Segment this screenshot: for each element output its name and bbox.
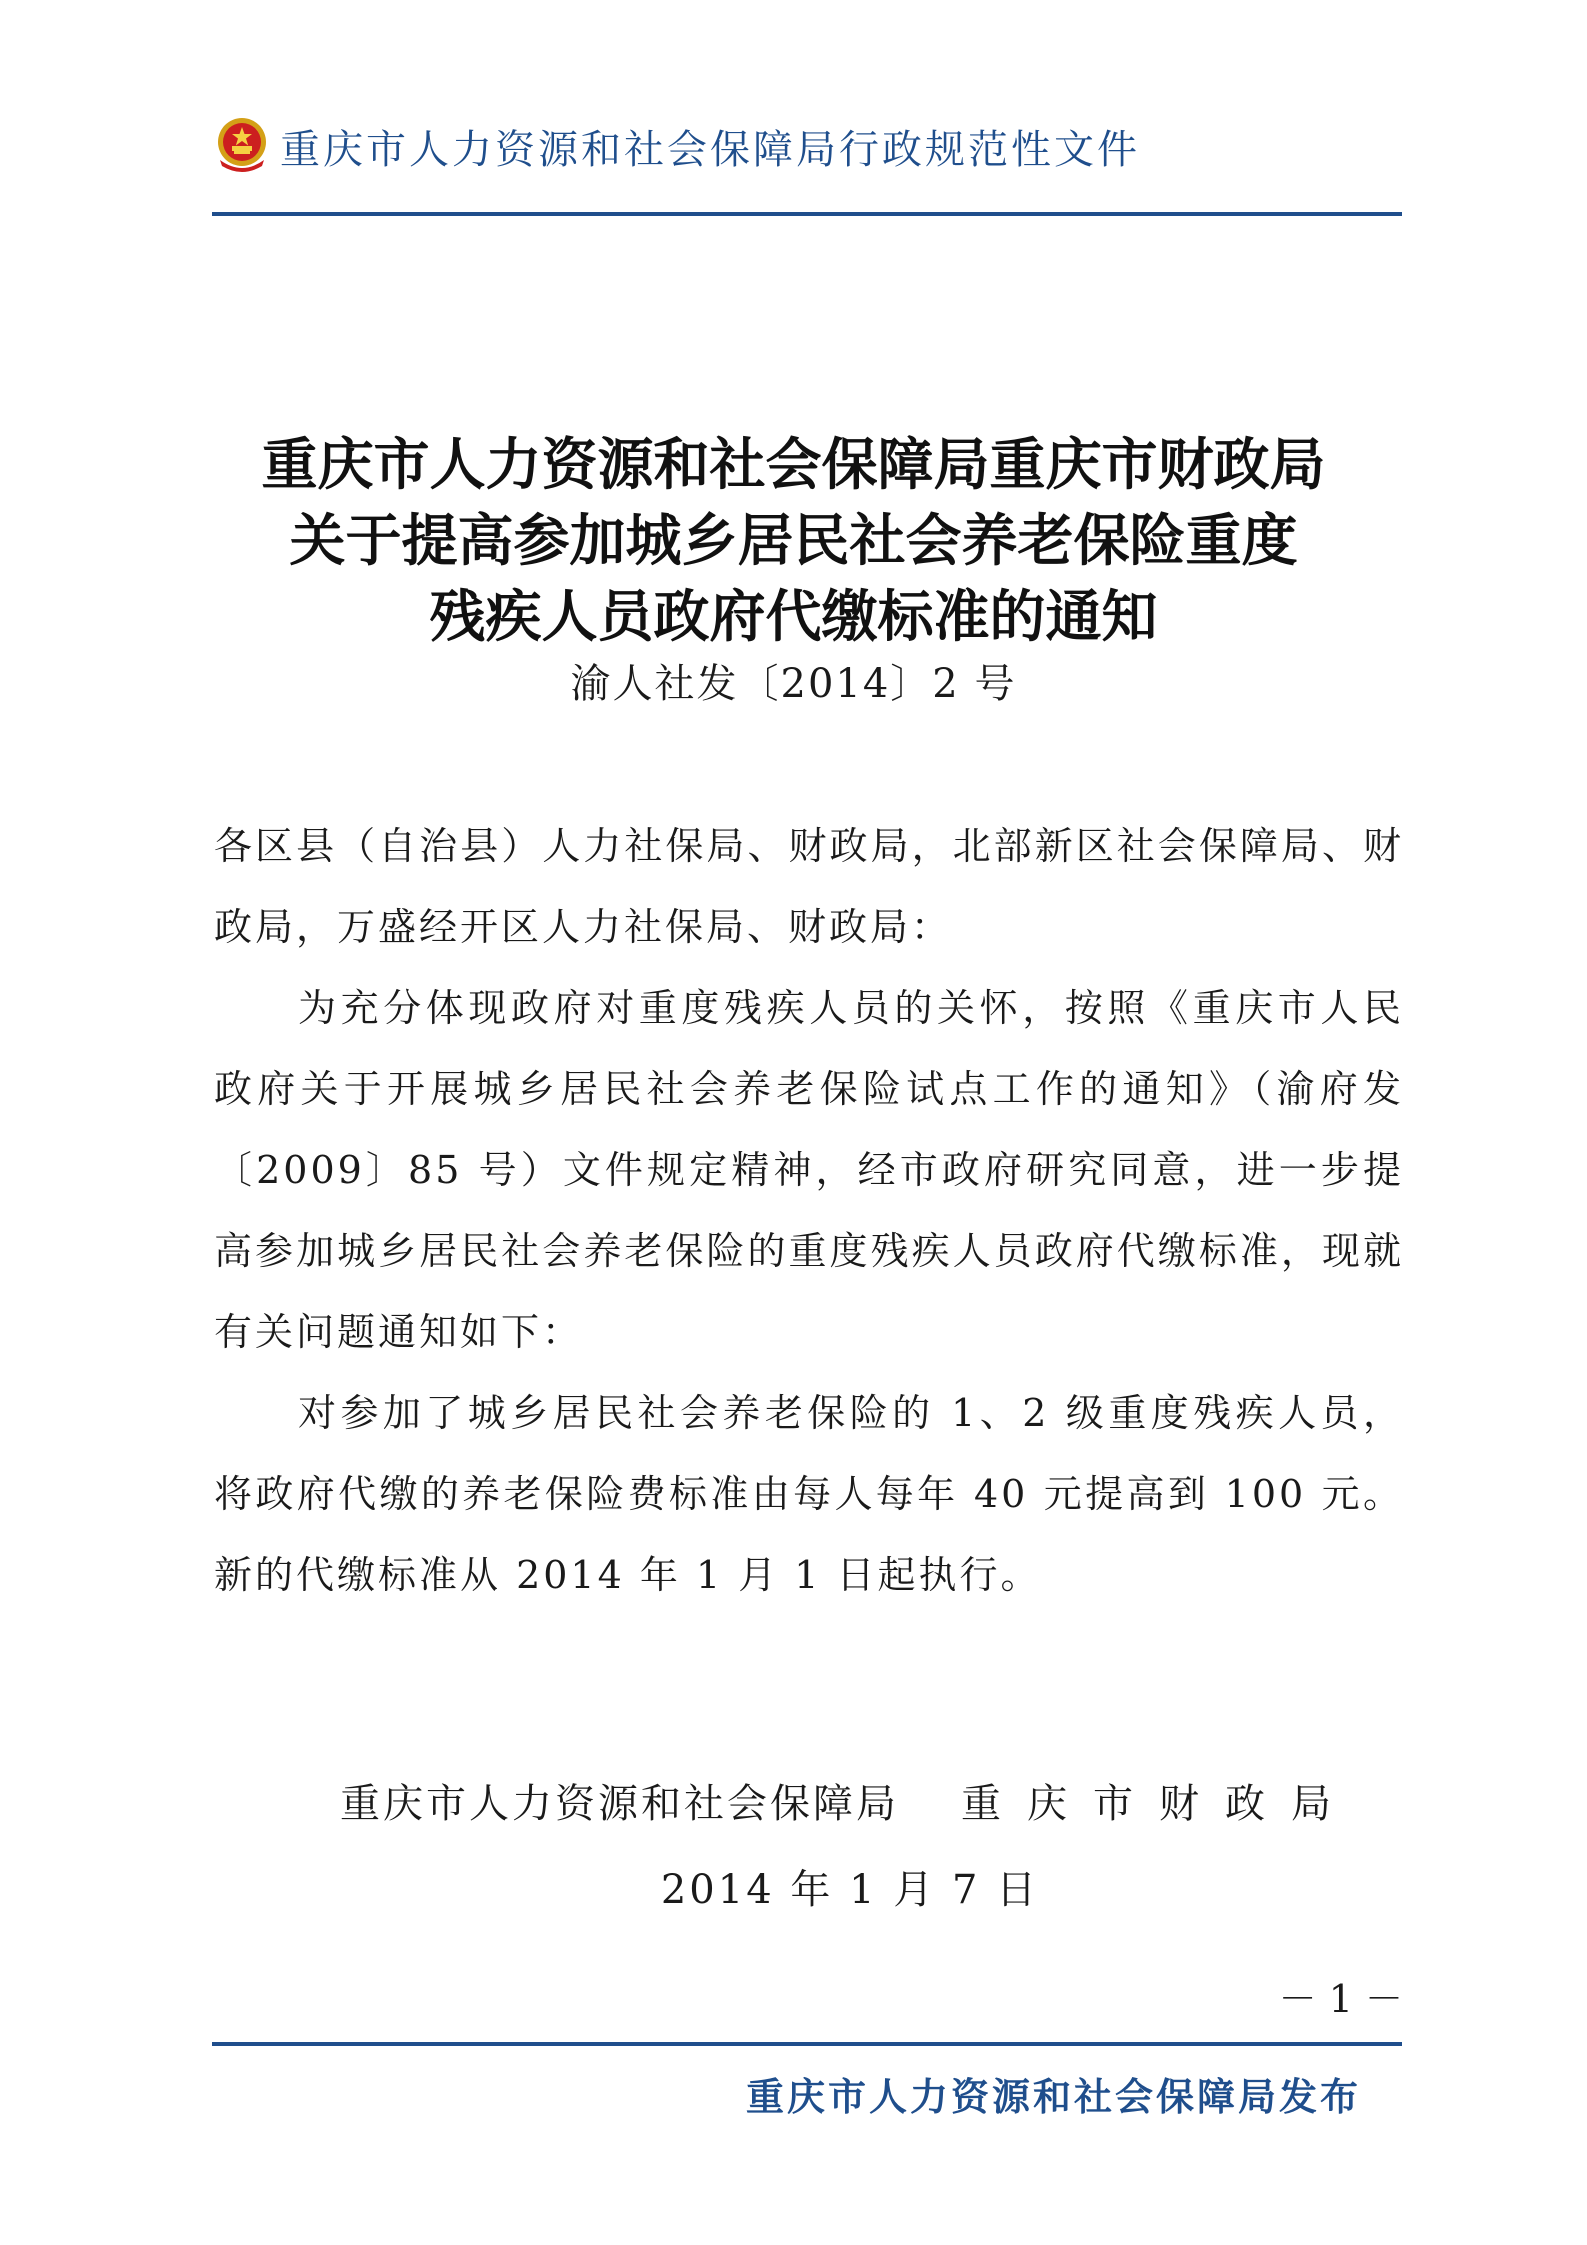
title-line-2: 关于提高参加城乡居民社会养老保险重度 [289,509,1298,574]
paragraph-2: 对参加了城乡居民社会养老保险的 1、2 级重度残疾人员，将政府代缴的养老保险费标准由每人每年 40 元提高到 100 元。新的代缴标准从 2014 年 1 月 1 日起执行。 [214,1391,1404,1597]
signature-block [340,1772,1357,1829]
title-line-1: 重庆市人力资源和社会保障局重庆市财政局 [261,433,1326,498]
addressee: 各区县（自治县）人力社保局、财政局，北部新区社会保障局、财政局，万盛经开区人力社保局、财政局： [214,824,1404,949]
footer-publisher: 重庆市人力资源和社会保障局发布 [745,2075,1361,2119]
paragraph-1: 为充分体现政府对重度残疾人员的关怀，按照《重庆市人民政府关于开展城乡居民社会养老保险试点工作的通知》（渝府发〔2009〕85 号）文件规定精神，经市政府研究同意，进一步提高参加城乡居民社会养老保险的重度残疾人员政府代缴标准，现就有关问题通知如下： [214,986,1404,1354]
header-divider [212,212,1402,216]
footer-divider [212,2042,1402,2046]
document-number: 渝人社发〔2014〕2 号 [570,661,1017,707]
header-title: 重庆市人力资源和社会保障局行政规范性文件 [280,127,1140,173]
document-title [180,428,1407,656]
signature-left: 重庆市人力资源和社会保障局 [340,1781,899,1827]
national-emblem-icon [214,116,270,176]
page-number: － 1 － [1278,1977,1403,2021]
signature-right: 重庆市财政局 [961,1781,1357,1827]
title-line-3: 残疾人员政府代缴标准的通知 [429,585,1158,650]
document-body [214,806,1404,1616]
issue-date: 2014 年 1 月 7 日 [660,1867,1040,1913]
